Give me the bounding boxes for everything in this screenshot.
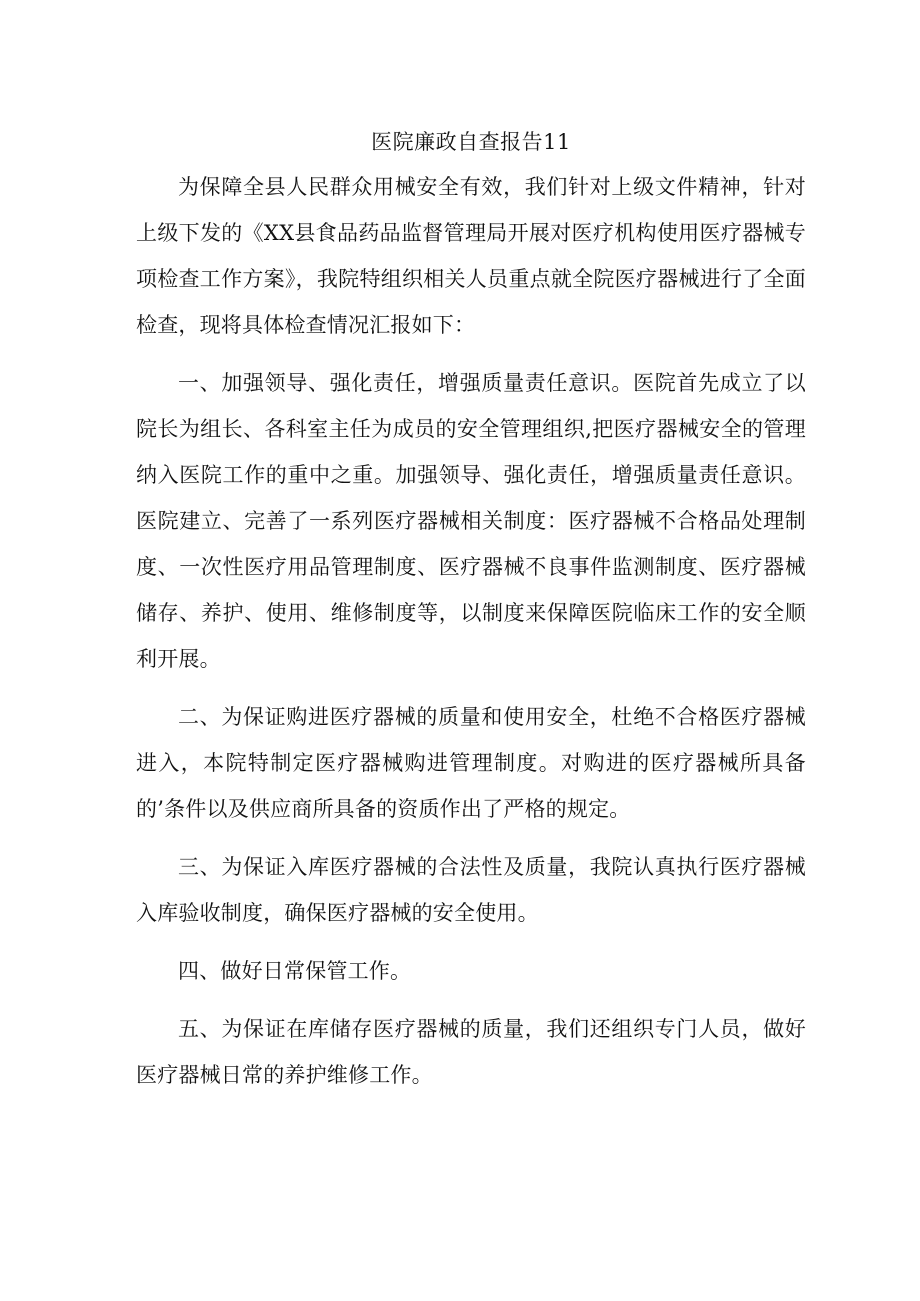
document-body <box>136 120 806 1110</box>
paragraph-section-3: 三、为保证入库医疗器械的合法性及质量，我院认真执行医疗器械入库验收制度，确保医疗器械的安全使用。 <box>136 855 806 925</box>
paragraph-intro: 为保障全县人民群众用械安全有效，我们针对上级文件精神，针对上级下发的《XX县食品药品监督管理局开展对医疗机构使用医疗器械专项检查工作方案》，我院特组织相关人员重点就全院医疗器械进行了全面检查，现将具体检查情况汇报如下： <box>136 175 806 337</box>
document-title: 医院廉政自查报告11 <box>371 130 571 154</box>
paragraph-section-2: 二、为保证购进医疗器械的质量和使用安全，杜绝不合格医疗器械进入，本院特制定医疗器械购进管理制度。对购进的医疗器械所具备的’条件以及供应商所具备的资质作出了严格的规定。 <box>136 705 806 821</box>
paragraph-section-1: 一、加强领导、强化责任，增强质量责任意识。医院首先成立了以院长为组长、各科室主任为成员的安全管理组织,把医疗器械安全的管理纳入医院工作的重中之重。加强领导、强化责任，增强质量责任意识。医院建立、完善了一系列医疗器械相关制度：医疗器械不合格品处理制度、一次性医疗用品管理制度、医疗器械不良事件监测制度、医疗器械储存、养护、使用、维修制度等，以制度来保障医院临床工作的安全顺利开展。 <box>136 371 806 671</box>
paragraph-section-4: 四、做好日常保管工作。 <box>178 959 412 983</box>
paragraph-section-5: 五、为保证在库储存医疗器械的质量，我们还组织专门人员，做好医疗器械日常的养护维修工作。 <box>136 1017 806 1087</box>
